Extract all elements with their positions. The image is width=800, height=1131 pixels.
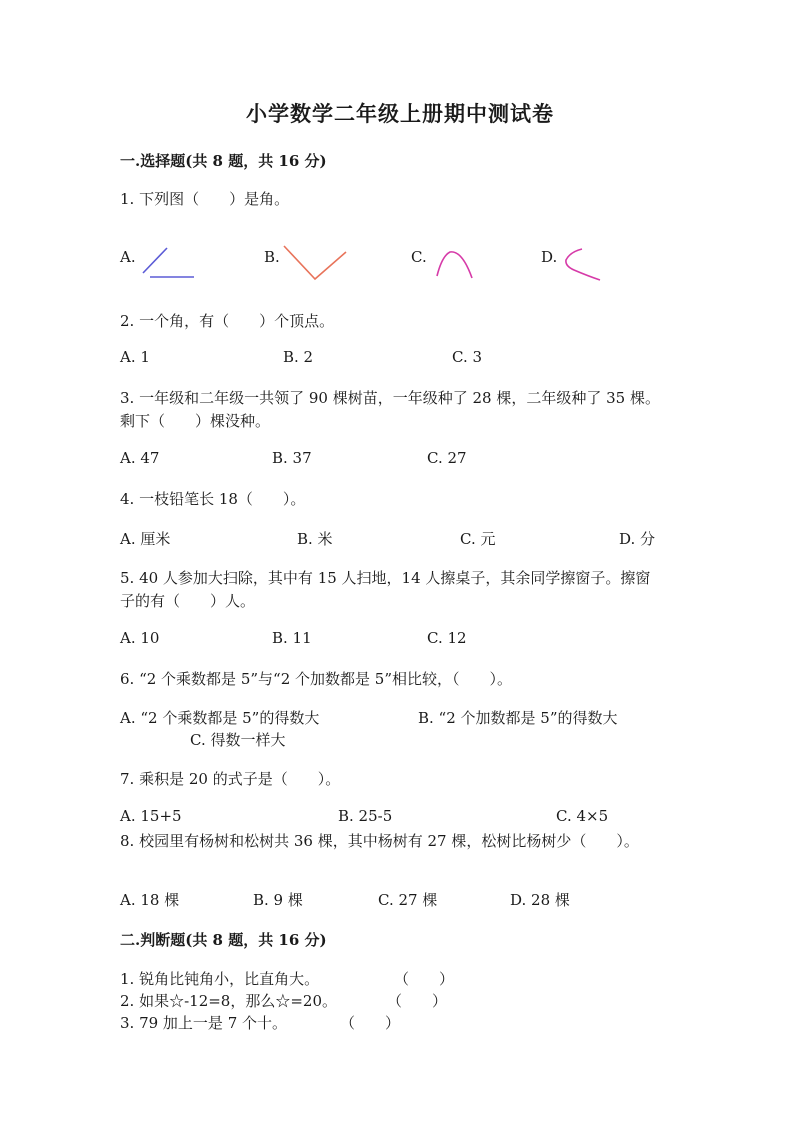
curve-figure-d bbox=[562, 246, 606, 286]
q6-option-c: C. 得数一样大 bbox=[190, 731, 286, 749]
q5-option-c: C. 12 bbox=[427, 629, 467, 647]
q2-option-c: C. 3 bbox=[452, 348, 483, 366]
section-heading-true-false: 二.判断题(共 8 题，共 16 分) bbox=[120, 931, 327, 949]
question-5-line2: 子的有（ ）人。 bbox=[120, 592, 256, 610]
q7-option-b: B. 25-5 bbox=[338, 807, 393, 825]
q4-option-b: B. 米 bbox=[297, 530, 333, 548]
q1-option-b-label: B. bbox=[264, 248, 280, 266]
q4-option-c: C. 元 bbox=[460, 530, 496, 548]
q4-option-a: A. 厘米 bbox=[120, 530, 171, 548]
page-title: 小学数学二年级上册期中测试卷 bbox=[246, 101, 554, 126]
q8-option-c: C. 27 棵 bbox=[378, 891, 438, 909]
question-1: 1. 下列图（ ）是角。 bbox=[120, 190, 290, 208]
q1-option-a-label: A. bbox=[120, 248, 136, 266]
q2-option-a: A. 1 bbox=[120, 348, 150, 366]
question-4: 4. 一枝铅笔长 18（ ）。 bbox=[120, 490, 306, 508]
q3-option-c: C. 27 bbox=[427, 449, 467, 467]
tf-item-1-blank: （ ） bbox=[394, 970, 455, 988]
q5-option-b: B. 11 bbox=[272, 629, 312, 647]
q1-option-c-label: C. bbox=[411, 248, 427, 266]
question-7: 7. 乘积是 20 的式子是（ ）。 bbox=[120, 770, 341, 788]
q5-option-a: A. 10 bbox=[120, 629, 160, 647]
tf-item-3: 3. 79 加上一是 7 个十。 bbox=[120, 1014, 288, 1032]
tf-item-2-blank: （ ） bbox=[387, 992, 448, 1010]
question-6: 6. “2 个乘数都是 5”与“2 个加数都是 5”相比较，（ ）。 bbox=[120, 670, 513, 688]
question-3-line1: 3. 一年级和二年级一共领了 90 棵树苗，一年级种了 28 棵，二年级种了 35 棵。 bbox=[120, 389, 660, 407]
tf-item-2: 2. 如果☆-12=8，那么☆=20。 bbox=[120, 992, 338, 1010]
q6-option-a: A. “2 个乘数都是 5”的得数大 bbox=[120, 709, 320, 727]
question-5-line1: 5. 40 人参加大扫除，其中有 15 人扫地，14 人擦桌子，其余同学擦窗子。擦窗 bbox=[120, 569, 651, 587]
tf-item-1: 1. 锐角比钝角小，比直角大。 bbox=[120, 970, 320, 988]
question-3-line2: 剩下（ ）棵没种。 bbox=[120, 412, 271, 430]
q2-option-b: B. 2 bbox=[283, 348, 314, 366]
q4-option-d: D. 分 bbox=[619, 530, 656, 548]
tf-item-3-blank: （ ） bbox=[340, 1014, 401, 1032]
section-heading-choice: 一.选择题(共 8 题，共 16 分) bbox=[120, 152, 327, 170]
question-2: 2. 一个角，有（ ）个顶点。 bbox=[120, 312, 335, 330]
q1-option-d-label: D. bbox=[541, 248, 558, 266]
q7-option-a: A. 15+5 bbox=[120, 807, 182, 825]
q8-option-a: A. 18 棵 bbox=[120, 891, 180, 909]
curve-figure-c bbox=[434, 246, 478, 282]
q3-option-a: A. 47 bbox=[120, 449, 160, 467]
angle-figure-b bbox=[282, 244, 352, 284]
question-8: 8. 校园里有杨树和松树共 36 棵，其中杨树有 27 棵，松树比杨树少（ ）。 bbox=[120, 832, 639, 850]
q8-option-d: D. 28 棵 bbox=[510, 891, 570, 909]
q6-option-b: B. “2 个加数都是 5”的得数大 bbox=[418, 709, 618, 727]
angle-figure-a bbox=[140, 240, 200, 282]
q7-option-c: C. 4×5 bbox=[556, 807, 609, 825]
q3-option-b: B. 37 bbox=[272, 449, 312, 467]
q8-option-b: B. 9 棵 bbox=[253, 891, 303, 909]
